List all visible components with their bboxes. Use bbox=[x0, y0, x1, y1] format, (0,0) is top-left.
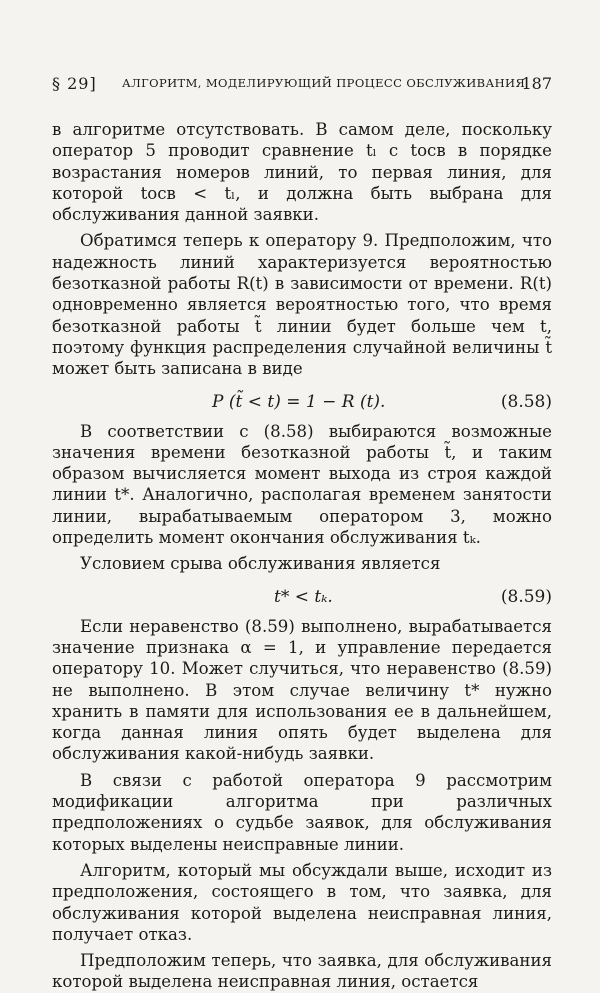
equation bbox=[52, 390, 552, 416]
running-title: АЛГОРИТМ, МОДЕЛИРУЮЩИЙ ПРОЦЕСС ОБСЛУЖИВАНИЯ bbox=[122, 76, 526, 90]
book-page bbox=[52, 70, 552, 993]
paragraph: Алгоритм, который мы обсуждали выше, исходит из предположения, состоящего в том, что заявка, для обслуживания которой выделена неисправная линия, получает отказ. bbox=[52, 860, 552, 944]
equation bbox=[52, 585, 552, 611]
paragraph: Если неравенство (8.59) выполнено, вырабатывается значение признака α = 1, и управление передается оператору 10. Может случиться, что неравенство (8.59) не выполнено. В этом случае величину t* нужно хранить в памяти для использования ее в дальнейшем, когда данная линия опять будет выделена для обслуживания какой-нибудь заявки. bbox=[52, 616, 552, 764]
paragraph: Предположим теперь, что заявка, для обслуживания которой выделена неисправная линия, остается bbox=[52, 951, 552, 992]
running-header bbox=[52, 70, 552, 94]
paragraph: Обратимся теперь к оператору 9. Предположим, что надежность линий характеризуется вероятностью безотказной работы R(t) в зависимости от времени. R(t) одновременно является вероятностью того, что время безотказной работы t̃ линии будет больше чем t, поэтому функция распределения случайной величины t̃ может быть записана в виде bbox=[52, 231, 552, 379]
paragraph: В соответствии с (8.58) выбираются возможные значения времени безотказной работы t̃, и таким образом вычисляется момент выхода из строя каждой линии t*. Аналогично, располагая временем занятости линии, вырабатываемым оператором 3, можно определить момент окончания обслуживания tₖ. bbox=[52, 421, 552, 548]
equation-number: (8.58) bbox=[500, 391, 552, 412]
paragraph: в алгоритме отсутствовать. В самом деле, поскольку оператор 5 проводит сравнение tₗ с tосв в порядке возрастания номеров линий, то первая линия, для которой tосв < tₗ, и должна быть выбрана для обслуживания данной заявки. bbox=[52, 120, 552, 225]
equation-expression: t* < tₖ. bbox=[274, 586, 333, 607]
equation-expression: P (t̃ < t) = 1 − R (t). bbox=[212, 391, 386, 412]
page-number: 187 bbox=[521, 74, 552, 93]
equation-number: (8.59) bbox=[500, 586, 552, 607]
paragraph: Условием срыва обслуживания является bbox=[80, 554, 441, 574]
section-mark: § 29] bbox=[52, 74, 97, 93]
paragraph: В связи с работой оператора 9 рассмотрим модификации алгоритма при различных предположениях о судьбе заявок, для обслуживания которых выделены неисправные линии. bbox=[52, 770, 552, 854]
